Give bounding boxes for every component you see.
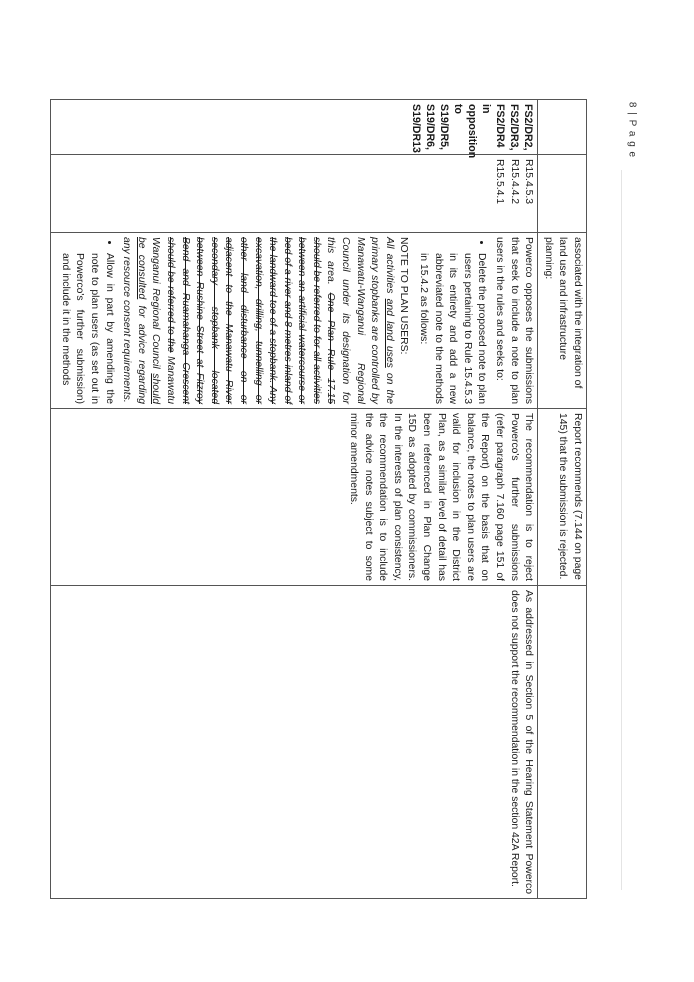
submission-table — [50, 99, 587, 899]
cell-submission-empty — [538, 100, 587, 155]
cell-response-empty — [538, 586, 587, 899]
rotated-table-wrapper — [59, 99, 587, 899]
provision-ref: R15.4.4.2 — [508, 159, 520, 205]
summary-bullets — [415, 237, 488, 404]
note-title: NOTE TO PLAN USERS: — [398, 237, 410, 355]
cell-recommendation — [51, 409, 538, 586]
submission-id: opposition — [466, 104, 479, 159]
summary-bullet: • Allow in part by amending the note to plan users (as set out in Powerco's further submission) and include it in the methods — [57, 253, 115, 404]
submission-id: FS2/DR4 in — [480, 104, 507, 148]
note-inserted-text: should be consulted — [135, 237, 162, 404]
cell-summary-continued — [538, 233, 587, 409]
submission-id: FS2/DR3, — [508, 104, 521, 151]
cell-summary — [51, 233, 538, 409]
summary-intro: Powerco opposes the submissions that seek to include a note to plan users in the rules and seeks to: — [494, 237, 535, 404]
summary-bullets — [57, 237, 115, 404]
response-text: As addressed in Section 5 of the Hearing Statement Powerco does not support the recommendation in the section 42A Report. — [508, 590, 535, 894]
cell-submission-ids — [51, 100, 538, 159]
summary-continued-text: associated with the integration of land use and infrastructure planning: — [542, 237, 583, 389]
provision-ref: R15.5.4.1 — [494, 159, 506, 205]
note-text: on the primary stopbanks are controlled by Manawatu-Wanganui Regional Council under its designation for this area. — [325, 237, 395, 405]
submission-id: S19/DR5, — [438, 104, 451, 150]
table-row — [538, 100, 587, 899]
margin-rule — [621, 170, 622, 890]
note-text: Manawatu Wanganui Regional Council — [150, 237, 176, 405]
summary-bullet: • Delete the proposed note to plan users pertaining to Rule 15.4.5.3 in its entirety and add a new abbreviated note to the methods in 15.4.2 as follows: — [415, 253, 488, 404]
recommendation-continued-text: Report recommends (7.144 on page 145) that the submission is rejected. — [557, 413, 583, 580]
submission-id: FS2/DR2, — [522, 104, 535, 151]
submission-id: S19/DR13 — [410, 104, 423, 153]
provision-ref: R15.4.5.3 — [523, 159, 535, 205]
table-row — [51, 100, 538, 899]
cell-response — [51, 586, 538, 899]
note-text: for advice regarding any resource consent requirements. — [121, 237, 147, 404]
note-deleted-text: One Plan Rule 17.15 should be referred to for all activities between an artificial watercourse or bed of a river and 8 metres inland of the landward toe of a stopbank. Any excavation, drilling, tunnelling or other land disturbance on or adjacent to the Manawatu River secondary stopbank located between Rushine Street at Fitzroy Bend and Ruamahanga Crescent should be referred to the — [164, 237, 337, 404]
submission-id: S19/DR6, — [424, 104, 437, 150]
recommendation-text: The recommendation is to reject Powerco's further submissions (refer paragraph 7.160 page 151 of the Report) on the basis that on balance, the notes to plan users are valid for inclusion in the District Plan, as a similar level of detail has been referenced in Plan Change 15D as adopted by commissioners. In the interests of plan consistency, the recommendation is to include the advice notes subject to some minor amendments. — [348, 413, 535, 581]
note-body — [119, 237, 396, 404]
note-inserted-text: and land uses — [383, 298, 395, 368]
note-text: All activities — [383, 237, 395, 299]
cell-provisions — [51, 155, 538, 233]
submission-id: to — [452, 104, 465, 114]
cell-recommendation-continued — [538, 409, 587, 586]
cell-provision-empty — [538, 155, 587, 233]
page-number: 8 | P a g e — [626, 101, 638, 159]
